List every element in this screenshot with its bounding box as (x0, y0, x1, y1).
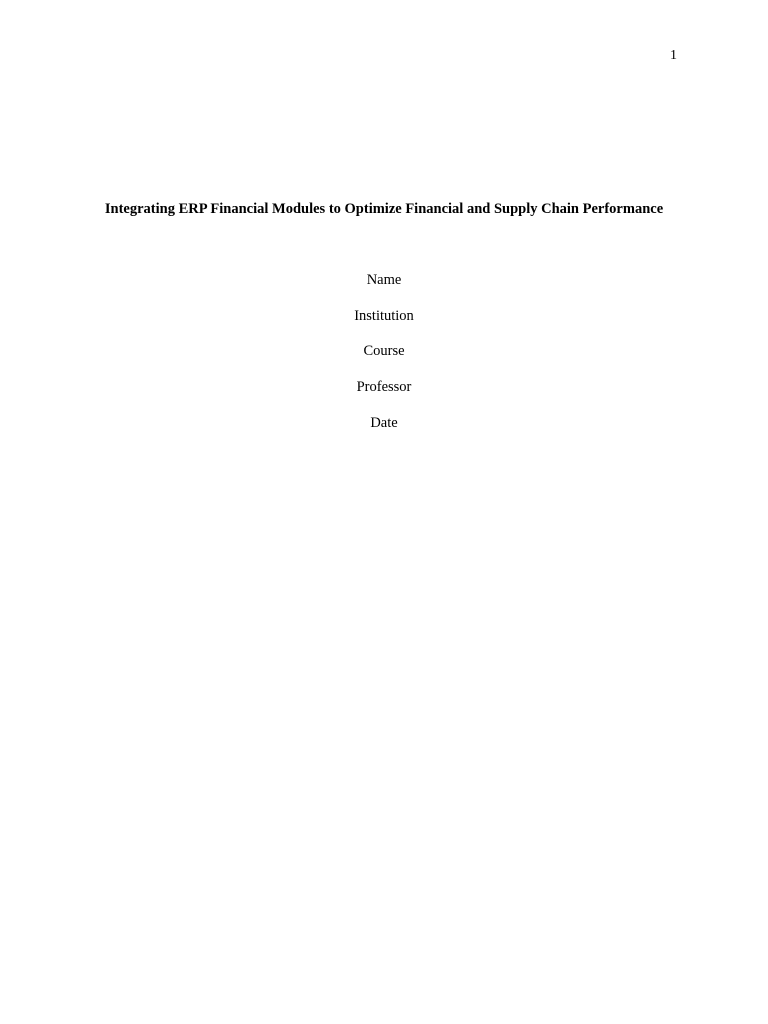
author-block (0, 271, 768, 449)
author-name: Name (366, 272, 402, 288)
page-number: 1 (670, 48, 677, 63)
paper-title: Integrating ERP Financial Modules to Optimize Financial and Supply Chain Performance (104, 201, 664, 217)
institution: Institution (354, 307, 414, 324)
course: Course (363, 343, 405, 360)
professor: Professor (356, 379, 412, 396)
date: Date (370, 414, 398, 431)
